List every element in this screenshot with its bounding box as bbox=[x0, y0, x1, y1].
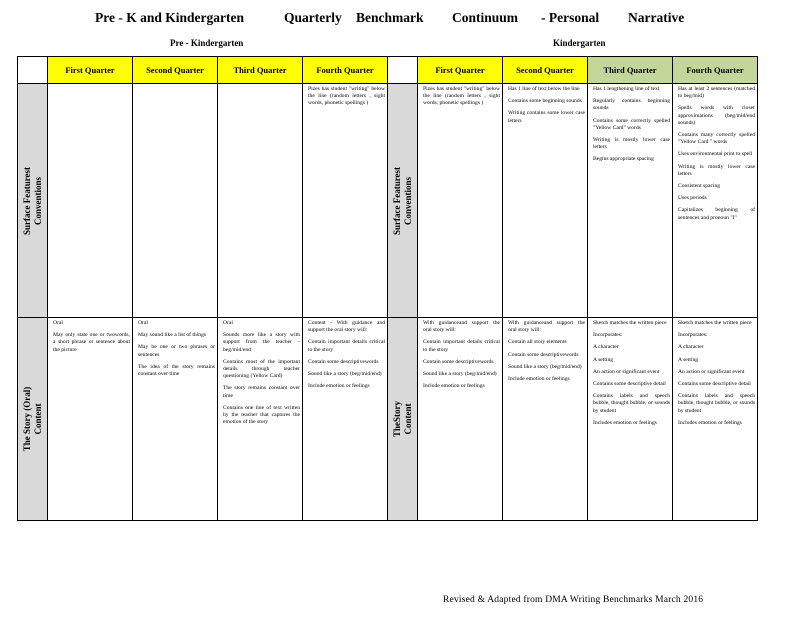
cell-item: Oral bbox=[53, 320, 63, 326]
cell bbox=[418, 84, 503, 318]
cell-item: Uses environmental print to spell bbox=[678, 151, 753, 158]
col-header: Fourth Quarter bbox=[673, 57, 758, 84]
cell-item: Pizes has student "writing" below the line (random letters , sight words, phonetic spellings ) bbox=[423, 86, 500, 107]
title-part: Continuum bbox=[452, 10, 519, 25]
cell-item: Spells words with closer approximations (beg/mid/end sounds) bbox=[678, 105, 755, 126]
cell-item: A character bbox=[593, 344, 619, 351]
title-part: Narrative bbox=[628, 10, 685, 25]
cell-item: Contains most of the important details through teacher questioning (Yellow Card) bbox=[223, 358, 300, 380]
cell-item: Contains many correctly spelled "Yellow Card " words bbox=[678, 132, 755, 146]
header-corner bbox=[388, 57, 418, 84]
cell-item: Oral bbox=[223, 320, 233, 326]
cell bbox=[418, 318, 503, 521]
cell bbox=[48, 318, 133, 521]
cell-item: A setting bbox=[678, 356, 699, 363]
col-header: First Quarter bbox=[48, 57, 133, 84]
cell-item: Contains some beginning sounds bbox=[508, 98, 582, 105]
cell-item: Sound like a story (beg/mid/end) bbox=[508, 363, 582, 370]
cell-item: May sound like a list of things bbox=[138, 332, 207, 339]
cell-item: Writing contains some lower case letters bbox=[508, 110, 585, 124]
cell-item: A setting bbox=[593, 356, 614, 363]
cell-item: Include emotion or feelings bbox=[508, 376, 570, 383]
cell-item: Contain some descriptivewords bbox=[508, 351, 579, 358]
cell-item: May be one or two phrases or sentences bbox=[138, 344, 215, 358]
cell-item: Regularly contains beginning sounds bbox=[593, 98, 670, 112]
cell bbox=[588, 318, 673, 521]
row-label-line: Conventions bbox=[402, 176, 413, 225]
cell-item: The idea of the story remains constant over time bbox=[138, 363, 215, 378]
row-label bbox=[18, 84, 48, 318]
cell-item: The story remains constant over time bbox=[223, 385, 300, 399]
cell-item: Incorporates: bbox=[593, 332, 623, 339]
document-title bbox=[0, 10, 800, 30]
cell-item: Contains labels and speech bubble, thought bubble, or sounds by student bbox=[678, 393, 755, 414]
cell-item: Pizes has student "writing" below the line (random letters , sight words, phonetic spellings ) bbox=[308, 86, 385, 107]
cell bbox=[48, 84, 133, 318]
cell-item: Sketch matches the written piece bbox=[593, 320, 667, 326]
cell bbox=[218, 318, 303, 521]
cell bbox=[503, 84, 588, 318]
cell bbox=[133, 318, 218, 521]
cell-item: Contains one line of text written by the teacher that captures the emotion of the story bbox=[223, 404, 300, 426]
cell-item: An action or significant event bbox=[593, 368, 660, 375]
row-label bbox=[388, 318, 418, 521]
prek-subtitle: Pre - Kindergarten bbox=[170, 38, 244, 48]
cell-item: Contains some descriptive detail bbox=[593, 381, 666, 388]
row-label bbox=[388, 84, 418, 318]
cell-item: Capitalizes beginning of sentences and pronoun "I" bbox=[678, 207, 755, 221]
cell bbox=[503, 318, 588, 521]
col-header: Second Quarter bbox=[133, 57, 218, 84]
cell-item: Writing is mostly lower case letters bbox=[593, 137, 670, 151]
title-part: Pre - K and Kindergarten bbox=[95, 10, 244, 25]
cell-item: A character bbox=[678, 344, 704, 351]
cell-item: With guidanceand support the oral story will: bbox=[423, 320, 500, 334]
cell-item: Incorporates: bbox=[678, 332, 708, 339]
cell-item: Oral bbox=[138, 320, 148, 326]
col-header: Third Quarter bbox=[218, 57, 303, 84]
row-label-line: The Story (Oral) bbox=[21, 386, 32, 452]
cell-item: Has 1 lengthening line of text bbox=[593, 86, 660, 92]
cell-item: Sketch matches the written piece bbox=[678, 320, 752, 326]
row-label-line: Surface Featurest bbox=[21, 166, 32, 235]
benchmark-table bbox=[17, 56, 758, 521]
row-label bbox=[18, 318, 48, 521]
cell-item: Contains some correctly spelled "Yellow Card" words bbox=[593, 117, 670, 131]
footer-note: Revised & Adapted from DMA Writing Benchmarks March 2016 bbox=[443, 595, 704, 605]
cell-item: Sounds more like a story with support from the teacher - beg/mid/end bbox=[223, 332, 300, 353]
cell-item: Sound like a story (beg/mid/end) bbox=[423, 371, 497, 378]
title-part: Benchmark bbox=[356, 10, 424, 25]
cell bbox=[303, 84, 388, 318]
title-part: Quarterly bbox=[284, 10, 342, 25]
header-corner bbox=[18, 57, 48, 84]
cell-item: Include emotion or feelings bbox=[423, 383, 485, 390]
cell-item: Contains some descriptive detail bbox=[678, 381, 751, 388]
cell-item: Has at least 2 sentences (matched to beg/mid) bbox=[678, 86, 755, 100]
table-row-story bbox=[18, 318, 758, 521]
header-row bbox=[18, 57, 758, 84]
cell-item: Has 1 line of text below the line bbox=[508, 86, 580, 92]
cell bbox=[588, 84, 673, 318]
cell-item: Contain important details critical to the story bbox=[423, 339, 500, 353]
k-subtitle: Kindergarten bbox=[553, 38, 606, 48]
cell-item: Contain important details critical to the story bbox=[308, 339, 385, 353]
cell-item: With guidanceand support the oral story will: bbox=[508, 320, 585, 334]
cell-item: Contain some descriptivewords bbox=[308, 358, 379, 365]
cell-item: May only state one or twowords, a short phrase or sentence about the picture bbox=[53, 332, 130, 353]
cell-item: Include emotion or feelings bbox=[308, 383, 370, 390]
cell bbox=[303, 318, 388, 521]
cell-item: Consistent spacing bbox=[678, 183, 721, 190]
cell bbox=[218, 84, 303, 318]
table-row-conventions bbox=[18, 84, 758, 318]
cell-item: Contains labels and speech bubble, thought bubble, or sounds by student bbox=[593, 393, 670, 414]
cell-item: Sound like a story (beg/mid/end) bbox=[308, 371, 382, 378]
row-label-line: Content bbox=[402, 403, 413, 435]
col-header: First Quarter bbox=[418, 57, 503, 84]
cell-item: Content - With guidance and support the oral story will: bbox=[308, 320, 385, 334]
cell bbox=[133, 84, 218, 318]
cell-item: Writing is mostly lower case letters bbox=[678, 163, 755, 177]
row-label-line: Surface Featurest bbox=[391, 166, 402, 235]
row-label-line: Conventions bbox=[32, 176, 43, 225]
cell bbox=[673, 84, 758, 318]
cell-item: Uses periods bbox=[678, 195, 707, 202]
col-header: Third Quarter bbox=[588, 57, 673, 84]
cell bbox=[673, 318, 758, 521]
cell-item: An action or significant event bbox=[678, 368, 745, 375]
cell-item: Contain all story elements bbox=[508, 339, 567, 346]
title-part: - Personal bbox=[541, 10, 600, 25]
col-header: Second Quarter bbox=[503, 57, 588, 84]
cell-item: Contain some descriptivewords bbox=[423, 358, 494, 365]
cell-item: Includes emotion or feelings bbox=[678, 419, 742, 426]
cell-item: Includes emotion or feelings bbox=[593, 419, 657, 426]
col-header: Fourth Quarter bbox=[303, 57, 388, 84]
cell-item: Begins appropriate spacing bbox=[593, 156, 654, 163]
row-label-line: TheStory bbox=[391, 401, 402, 437]
row-label-line: Content bbox=[32, 403, 43, 435]
